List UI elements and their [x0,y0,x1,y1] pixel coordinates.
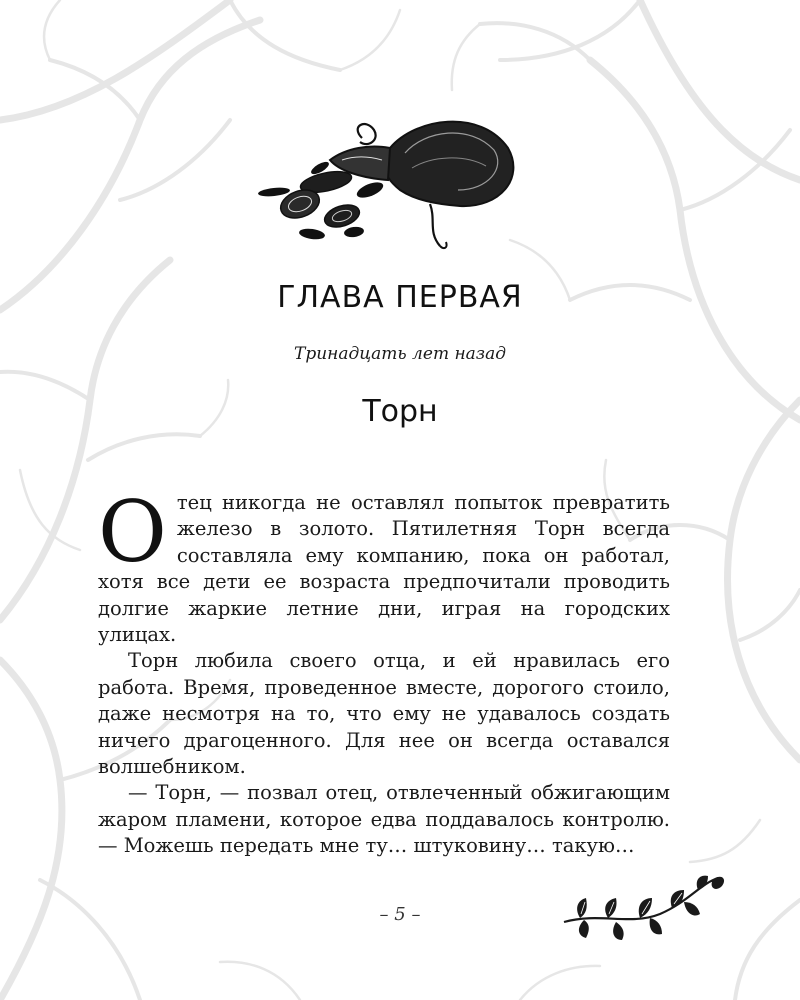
leafy-vine-ornament [560,868,730,948]
paragraph-3: — Торн, — позвал отец, отвлеченный обжигающим жаром пламени, которое едва поддавалось контролю. — Можешь передать мне ту… штуковину… такую… [98,781,670,858]
body-text [98,483,670,860]
section-heading: Торн [362,394,438,429]
drop-cap: О [98,483,167,581]
paragraph-1 [98,483,670,648]
chapter-subtitle: Тринадцать лет назад [294,344,506,364]
chapter-title: ГЛАВА ПЕРВАЯ [277,280,523,315]
page-number: – 5 – [379,904,421,925]
coin-pouch-illustration [250,108,530,258]
paragraph-2: Торн любила своего отца, и ей нравилась его работа. Время, проведенное вместе, дорогого стоило, даже несмотря на то, что ему не удавалось создать ничего драгоценного. Для нее он всегда оставался волшебником. [98,649,670,779]
paragraph-1-text: тец никогда не оставлял попыток превратить железо в золото. Пятилетняя Торн всегда составляла ему компанию, пока он работал, хотя все дети ее возраста предпочитали проводить долгие жаркие летние дни, играя на городских улицах. [98,491,670,647]
